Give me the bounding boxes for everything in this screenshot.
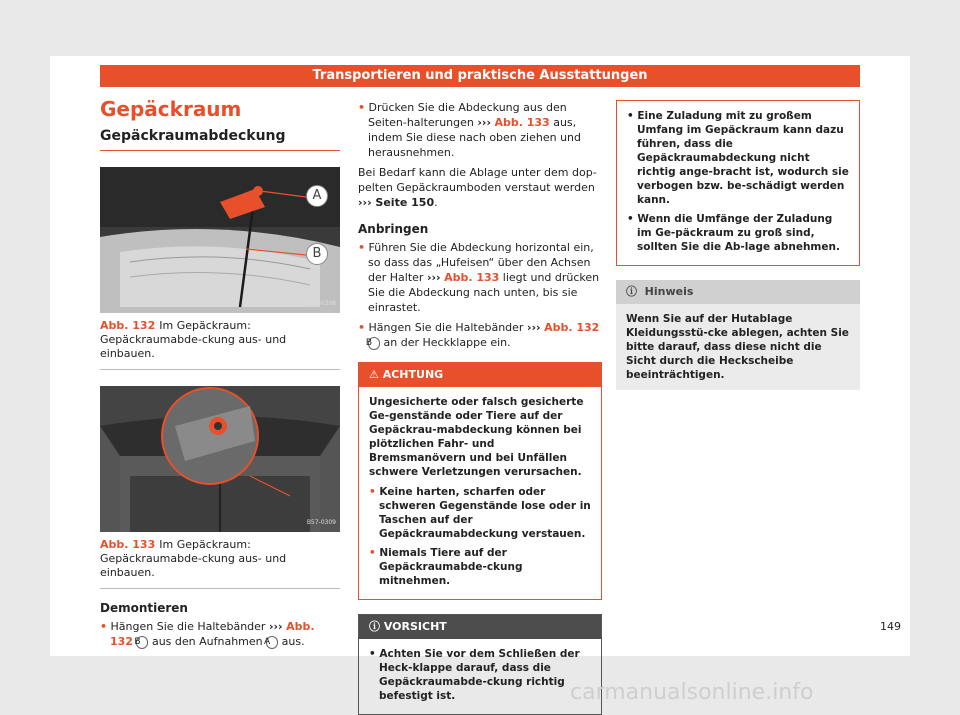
text: Niemals Tiere auf der Gepäckraumabde-ckung mitnehmen. <box>379 547 523 587</box>
warning-continued-box <box>616 100 860 266</box>
warning-header <box>359 363 601 387</box>
list-item <box>358 320 602 350</box>
list-item <box>369 546 591 588</box>
bullet-icon: • <box>358 101 366 114</box>
arrow-icon: ››› <box>477 116 491 129</box>
warning-body <box>359 387 601 599</box>
callout-b: B <box>306 243 328 265</box>
callout-key: B <box>368 337 380 350</box>
text: Bei Bedarf kann die Ablage unter dem dop-pelten Gepäckraumboden verstaut werden <box>358 166 597 194</box>
bullet-icon: • <box>358 241 366 254</box>
column-middle <box>358 100 602 715</box>
text: . <box>434 196 438 209</box>
page-link[interactable]: ››› Seite 150 <box>358 196 435 209</box>
watermark: carmanualsonline.info <box>570 680 814 705</box>
paragraph <box>358 165 602 210</box>
trunk-cover-photo <box>100 167 340 313</box>
figure-code: B57-0308 <box>306 300 336 307</box>
list-item <box>358 100 602 160</box>
figure-link[interactable]: Abb. 132 <box>110 620 315 648</box>
arrow-icon: ››› <box>526 321 541 334</box>
chapter-header: Transportieren und praktische Ausstattungen <box>100 65 860 87</box>
heading-anbringen: Anbringen <box>358 222 429 236</box>
arrow-icon: ››› <box>268 620 283 633</box>
caution-box <box>358 614 602 715</box>
caution-body <box>359 639 601 714</box>
text: Hängen Sie die Haltebänder <box>110 620 266 633</box>
trunk-interior-photo <box>100 386 340 532</box>
info-icon: ⓘ <box>626 285 637 298</box>
caption-text: Im Gepäckraum: Gepäckraumabde-ckung aus- und einbauen. <box>100 319 287 360</box>
bullet-icon: • <box>369 648 376 660</box>
text: aus den Aufnahmen <box>151 635 263 648</box>
figure-link[interactable]: Abb. 133 <box>494 116 550 129</box>
caption-text: Im Gepäckraum: Gepäckraumabde-ckung aus- und einbauen. <box>100 538 287 579</box>
figure-132-image <box>100 167 340 313</box>
list-item <box>100 619 340 649</box>
callout-key: A <box>266 636 278 649</box>
note-body: Wenn Sie auf der Hutablage Kleidungsstü-cke ablegen, achten Sie bitte darauf, dass diese nicht die Sicht durch die Heckscheibe beeinträchtigen. <box>626 313 849 381</box>
warning-text: Ungesicherte oder falsch gesicherte Ge-genstände oder Tiere auf der Gepäckrau-mabdeckung können bei plötzlichen Fahr- und Bremsmanövern und bei Unfällen schwere Verletzungen verursachen. <box>369 396 584 478</box>
figure-133-image <box>100 386 340 532</box>
list-item <box>369 485 591 541</box>
heading-demontieren: Demontieren <box>100 601 188 615</box>
text: Eine Zuladung mit zu großem Umfang im Gepäckraum kann dazu führen, dass die Gepäckraumabdeckung nicht richtig ange-bracht ist, wodurch sie verbogen bzw. be-schädigt werden kann. <box>637 110 849 206</box>
bullet-icon: • <box>369 547 376 559</box>
warning-triangle-icon: ⚠ <box>369 368 379 381</box>
note-title: Hinweis <box>644 285 694 298</box>
warning-box <box>358 362 602 600</box>
text: Drücken Sie die Abdeckung aus den Seiten-halterungen <box>368 101 567 129</box>
figure-133 <box>100 386 340 589</box>
note-header <box>616 280 860 304</box>
figure-link[interactable]: Abb. 133 <box>444 271 500 284</box>
section-subtitle: Gepäckraumabdeckung <box>100 129 340 151</box>
list-item <box>358 240 602 315</box>
list-item <box>627 212 849 254</box>
caution-header <box>359 615 601 639</box>
text: Hängen Sie die Haltebänder <box>368 321 524 334</box>
text: an der Heckklappe ein. <box>383 336 511 349</box>
bullet-icon: • <box>627 110 634 122</box>
callout-key: B <box>136 636 148 649</box>
figure-132-caption <box>100 319 340 370</box>
figure-code: B57-0309 <box>306 519 336 526</box>
text: aus, indem Sie diese nach oben ziehen und herausnehmen. <box>368 116 582 159</box>
bullet-icon: • <box>100 620 108 633</box>
figure-133-caption <box>100 538 340 589</box>
text: liegt und drücken Sie die Abdeckung nach unten, bis sie einrastet. <box>368 271 600 314</box>
figure-label: Abb. 132 <box>100 319 156 332</box>
column-right <box>616 100 860 390</box>
column-left <box>100 96 340 654</box>
callout-a: A <box>306 185 328 207</box>
bullet-icon: • <box>627 213 634 225</box>
page-number: 149 <box>880 620 901 633</box>
figure-132 <box>100 167 340 370</box>
list-item <box>627 109 849 207</box>
note-box <box>616 280 860 390</box>
caution-title: VORSICHT <box>383 620 447 633</box>
bullet-icon: • <box>358 321 366 334</box>
text: Führen Sie die Abdeckung horizontal ein, so dass das „Hufeisen“ über den Achsen der Halter <box>368 241 594 284</box>
warning-body <box>617 101 859 265</box>
bullet-icon: • <box>369 486 376 498</box>
list-item <box>369 647 591 703</box>
warning-title: ACHTUNG <box>382 368 444 381</box>
caution-circle-icon: ⓘ <box>369 620 380 633</box>
text: Wenn die Umfänge der Zuladung im Ge-päckraum zu groß sind, sollten Sie die Ab-lage abnehmen. <box>637 213 840 253</box>
text: Keine harten, scharfen oder schweren Gegenstände lose oder in Taschen auf der Gepäckraumabdeckung verstauen. <box>379 486 591 540</box>
arrow-icon: ››› <box>426 271 441 284</box>
figure-label: Abb. 133 <box>100 538 156 551</box>
figure-link[interactable]: Abb. 132 <box>544 321 600 334</box>
text: aus. <box>281 635 305 648</box>
section-title: Gepäckraum <box>100 97 242 121</box>
text: Achten Sie vor dem Schließen der Heck-klappe darauf, dass die Gepäckraumabde-ckung richtig befestigt ist. <box>379 648 580 702</box>
